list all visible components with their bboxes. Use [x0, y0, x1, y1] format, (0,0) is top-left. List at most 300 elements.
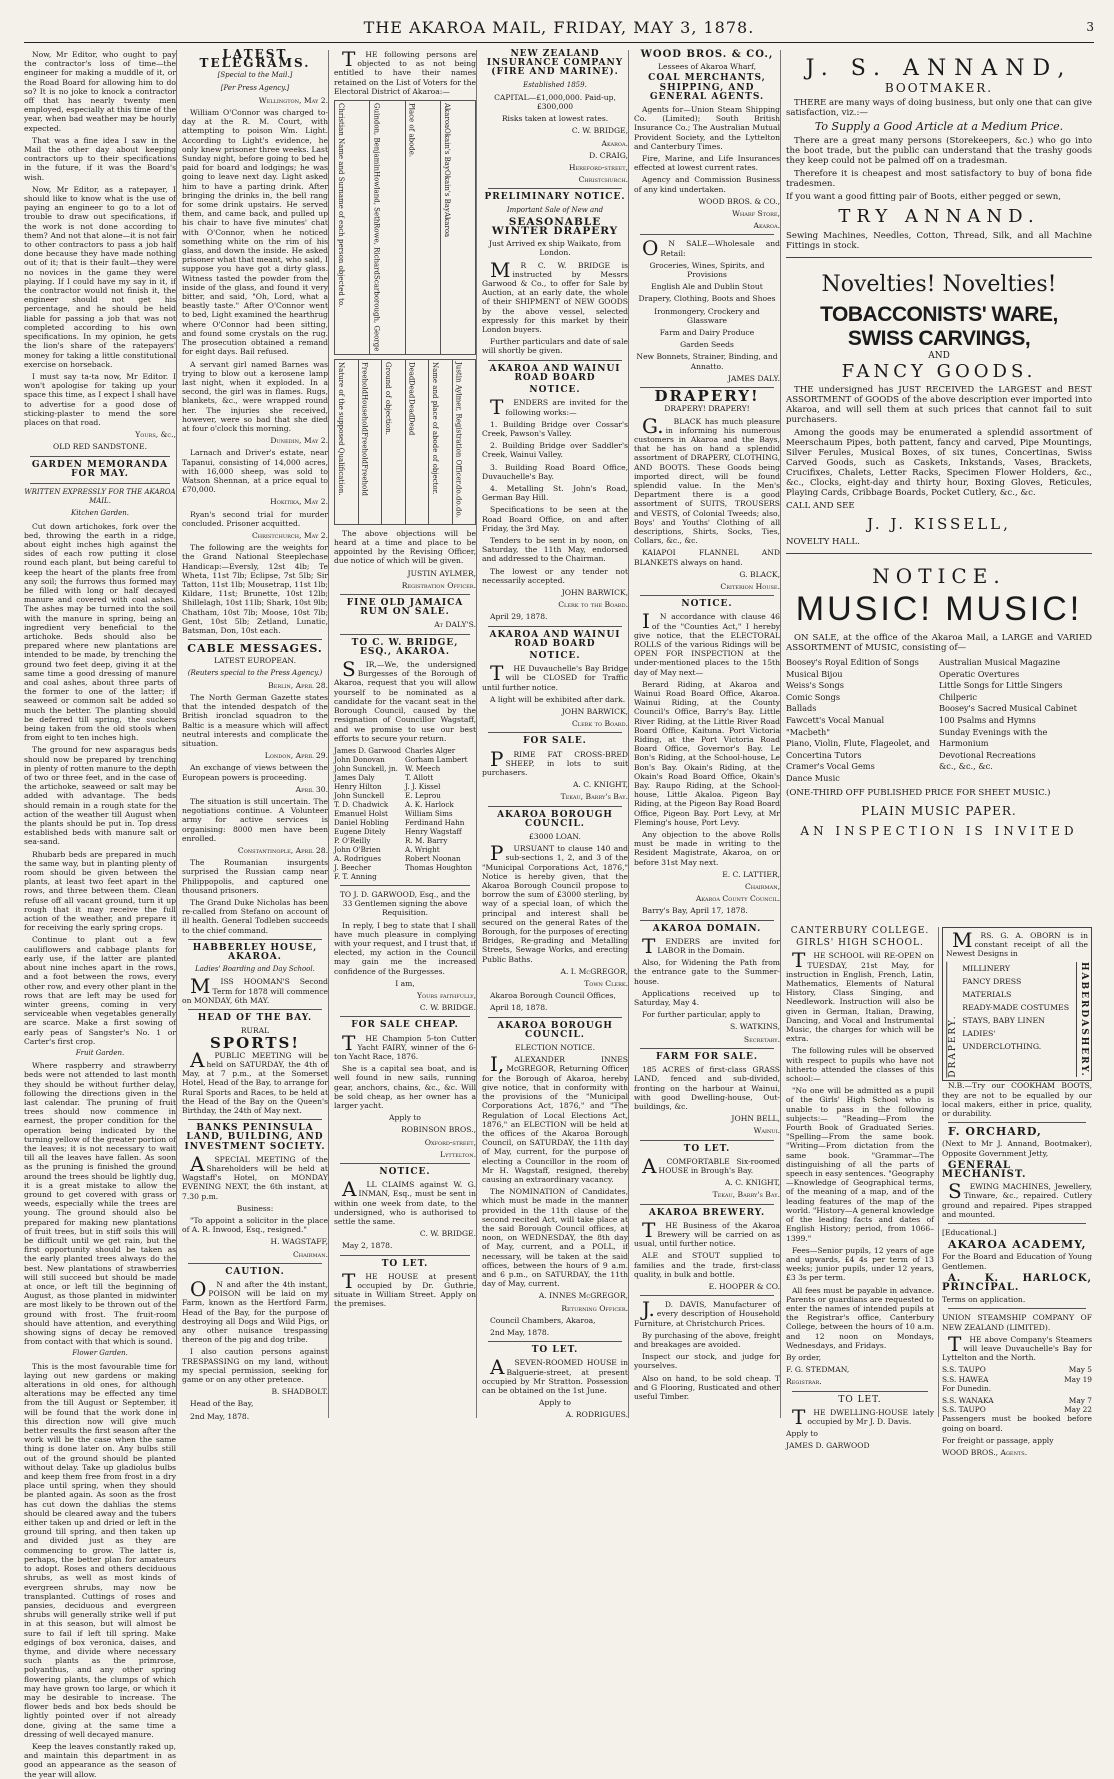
lower-left-column: [786, 926, 939, 1451]
music-item: Operatic Overtures: [939, 668, 1020, 679]
signature: C. W. BRIDGE.: [419, 1003, 476, 1013]
signer: Henry Hilton: [334, 781, 382, 791]
column-4: [482, 50, 629, 1418]
annand-trade: BOOTMAKER.: [884, 81, 994, 95]
academy-sub: For the Board and Education of Young Gentlemen.: [942, 1252, 1092, 1271]
ridings-list: Berard Riding, at Akaroa and Wainui Road Board Office, Akaroa. Wainui Riding, at the County Council's Office, Barry's Bay. Little River Riding, at the Little River Road Board Office, Kaituna. Port Victoria Riding, at the Port Victoria Road Board Office, Governor's Bay. Le Bon's Riding, at the School-house, Le Bon's Bay. Okain's Riding, at the Okain's Road Board Office, Okain's Bay. Raupo Riding, at the School-house, Little Akaloa. Pigeon Bay Riding, at the Pigeon Bay Road Board Office, Pigeon Bay. Port Levy, at Mr Fleming's house, Port Levy.: [634, 679, 780, 827]
signer: J. J. Kissel: [405, 781, 441, 791]
dateline: Dunedin, May 2.: [270, 436, 328, 446]
brewery-body: ALE and STOUT supplied to families and the trade, first-class quality, in bulk and bottle.: [634, 1251, 780, 1279]
academy-heading: AKAROA ACADEMY,: [948, 1238, 1087, 1252]
signature-address: Tekau, Barry's Bay.: [712, 1190, 780, 1200]
divider: [488, 188, 622, 189]
ship-row: [942, 1375, 1092, 1384]
voters-names-cell: [370, 101, 405, 355]
prelim-sub: Important Sale of New and: [506, 205, 604, 214]
drapery-vertical-label: DRAPERY.: [946, 962, 958, 1078]
tolet-heading: TO LET.: [381, 1258, 429, 1269]
signer: John Donovan: [334, 754, 385, 764]
notice-body: ALL CLAIMS against W. G. INMAN, Esq., must be sent in within one week from date, to the undersigned, who is authorised to settle the same.: [334, 1177, 476, 1226]
union-heading: UNION STEAMSHIP COMPANY OF NEW ZEALAND (LIMITED).: [942, 1313, 1092, 1332]
apply-label: Apply to: [539, 1398, 571, 1408]
divider: [488, 732, 622, 733]
music-item: Chilperic: [939, 691, 977, 702]
signature: A. I. McGREGOR,: [560, 966, 628, 976]
notice-date: Barry's Bay, April 17, 1878.: [642, 906, 748, 916]
forsale-heading: FOR SALE CHEAP.: [351, 1020, 459, 1031]
closing: Yours faithfully,: [417, 990, 476, 1000]
drapery-heading: DRAPERY!: [654, 387, 760, 406]
music-item: Devotional Recreations: [939, 749, 1036, 760]
notice-date: April 18, 1878.: [490, 1003, 548, 1013]
harlock-name: A. K. HARLOCK, PRINCIPAL.: [942, 1272, 1092, 1293]
signer: Thomas Houghton: [405, 862, 473, 872]
voter-objector: do.: [454, 506, 463, 518]
signature-address: Oxford-street,: [424, 1137, 476, 1147]
road-board-notice: NOTICE.: [529, 650, 581, 661]
special-note: [Special to the Mail.]: [217, 71, 293, 80]
divider: [340, 1163, 470, 1164]
tolet-heading: TO LET.: [683, 1143, 731, 1154]
telegrams-heading: LATEST TELEGRAMS.: [199, 47, 311, 71]
column-5: [634, 50, 781, 1418]
signature: JAMES D. GARWOOD: [786, 1441, 870, 1451]
voters-abode-cell: [440, 101, 475, 355]
voters-header: Nature of the supposed Qualification.: [337, 361, 346, 496]
signer: T. D. Chadwick: [334, 799, 389, 809]
signers: [334, 746, 476, 881]
music-item: "Macbeth": [786, 726, 831, 737]
signature-title: Clerk to the Board.: [558, 600, 628, 610]
tolet-body: THE HOUSE at present occupied by Dr. Guthrie, situate in William Street. Apply on the premises.: [334, 1268, 476, 1309]
voters-table: [334, 100, 476, 355]
fancy-goods-heading: FANCY GOODS.: [841, 361, 1037, 382]
divider: [948, 1223, 1086, 1224]
notice-date: 2nd May, 1878.: [490, 1327, 550, 1337]
divider: [488, 1341, 622, 1342]
risks: Risks taken at lowest rates.: [501, 114, 609, 124]
divider: [640, 1048, 774, 1049]
signature: ROBINSON BROS.,: [401, 1125, 476, 1135]
rolls-body: IN accordance with clause 46 of the "Counties Act," I hereby give notice, that the ELECTORAL ROLLS of the various Ridings will be OPEN FOR INSPECTION at the under-mentioned places to the 15th day of May next—: [634, 609, 780, 677]
voters-header: Christian Name and Surname of each person objected to.: [337, 103, 346, 308]
ship-row: [942, 1405, 1092, 1414]
divider: [488, 626, 622, 627]
advertisement-block: [786, 50, 1092, 844]
telegram-paragraph: Ryan's second trial for murder concluded. Prisoner acquitted.: [182, 509, 328, 528]
divider: [188, 939, 322, 940]
agents-body: Fire, Marine, and Life Insurances effected at lowest current rates.: [634, 154, 780, 173]
bridge-body: SIR,—We, the undersigned Burgesses of the Borough of Akaroa, request that you will allow yourself to be nominated as a candidate for the vacant seat in the Borough Council, caused by the resignation of Councillor Wagstaff, and we promise to use our best efforts to secure your return.: [334, 657, 476, 743]
signature: JOHN BARWICK,: [561, 587, 628, 597]
signer: James Daly: [334, 772, 375, 782]
masthead-title: THE AKAROA MAIL, FRIDAY, MAY 3, 1878.: [363, 18, 755, 37]
voters-header: Ground of objection.: [384, 361, 393, 435]
signature-date: 2nd May, 1878.: [190, 1411, 250, 1421]
press-note: [Per Press Agency.]: [220, 83, 290, 92]
reuters-note: (Reuters special to the Press Agency.): [187, 668, 323, 677]
davis-body: Also on hand, to be sold cheap. T and G Flooring, Rusticated and other useful Timber.: [634, 1373, 780, 1401]
letter-signature: OLD RED SANDSTONE.: [52, 442, 148, 452]
domain-body: For further particular, apply to: [642, 1010, 761, 1020]
banks-notice: ASPECIAL MEETING of the Shareholders will be held at Wagstaff's Hotel, on MONDAY EVENING NEXT, the 6th instant, at 7.30 p.m.: [182, 1151, 328, 1201]
voters-header: Place of abode.: [407, 103, 416, 158]
apply-label: Apply to: [786, 1429, 818, 1439]
tenders-body: The lowest or any tender not necessarily accepted.: [482, 566, 628, 585]
mechanist-heading: GENERAL MECHANIST.: [942, 1159, 1027, 1180]
election-heading: AKAROA BOROUGH COUNCIL.: [497, 1020, 613, 1040]
signer: Eugene Ditely: [334, 826, 386, 836]
tender-item: 3. Building Road Board Office, Duvauchelle's Bay.: [482, 462, 628, 481]
divider: [640, 1295, 774, 1296]
signature-address: Lyttelton.: [440, 1149, 476, 1159]
brewery-heading: AKAROA BREWERY.: [648, 1207, 766, 1218]
telegram-paragraph: William O'Connor was charged to-day at the R. M. Court, with attempting to poison Wm. Light. According to Light's evidence, he only knew prisoner three weeks. Last Sunday night, before going to bed he paid for board and lodgings; he was going to leave next day. Light asked him to have a parting drink. After bringing the drinks in, the bell rang for some drink upstairs. He served them, and came back, and pulled up his chair to have five minutes' chat with O'Connor, when he noticed something white on the rim of his glass, and down the inside. He asked prisoner what that meant, who said, I suppose you have got a dirty glass. Witness tasted the powder from the inside of the glass, and found it very bitter, and said, "Oh, Lord, what a beastly taste." After O'Connor went to bed, Light examined the hearthrug where O'Connor had been sitting, and found some crystals on the rug. The prosecution obtained a remand for eight days. Bail refused.: [182, 108, 328, 357]
signer: John Sunckell: [334, 790, 385, 800]
signature: JOHN BARWICK,: [561, 706, 628, 716]
music-item: Boosey's Royal Edition of Songs: [786, 657, 919, 667]
divider: [30, 483, 170, 484]
oborn-item: MILLINERY: [962, 963, 1010, 973]
borough-heading: AKAROA BOROUGH COUNCIL.: [497, 809, 613, 829]
signature-address: Christchurch.: [578, 175, 628, 185]
lower-right-column: [942, 927, 1092, 1457]
divider: [340, 594, 470, 595]
divider: [188, 639, 322, 640]
divider: [948, 1122, 1086, 1123]
cable-paragraph: An exchange of views between the European powers is proceeding.: [182, 763, 328, 782]
tolet-heading: TO LET.: [838, 1394, 882, 1405]
music-item: Dance Music: [786, 772, 840, 783]
signature-title: Returning Officer.: [561, 1303, 628, 1313]
business-label: Business:: [236, 1203, 274, 1213]
fruit-heading: Fruit Garden.: [75, 1048, 125, 1057]
signer: Gorham Lambert: [405, 754, 468, 764]
letter-paragraph: Now, Mr Editor, as a ratepayer, I should like to know what is the use of paying an engineer to go to a lot of trouble to draw out specifications, if the work is not done according to them? And not that alone—it is not fair to other contractors to pass a job half done because they have made nothing out of it; that is their fault—they were no novices in the game they were playing. If I could have my say in it, if the contractor would not finish it, the engineer should not get his percentage, and he should be held liable for passing a job that was not completed according to his own specifications. In my opinion, he gets the lion's share of the ratepayers' money for taking a little constitutional exercise on horseback.: [24, 184, 176, 369]
novelties-heading: Novelties! Novelties!: [821, 272, 1057, 297]
seasonable-heading: SEASONABLE WINTER DRAPERY: [491, 215, 619, 238]
oborn-item: LADIES' UNDERCLOTHING.: [962, 1028, 1042, 1051]
educational-label: [Educational.]: [942, 1227, 997, 1237]
letter-paragraph: I must say ta-ta now, Mr Editor. I won't apologise for taking up your space this time, as I expect I shall have to advertise for a good dose of sticking-plaster to mend the sore places on that road.: [24, 371, 176, 427]
annand-name: J. S. ANNAND,: [805, 56, 1073, 81]
school-subheading: Ladies' Boarding and Day School.: [195, 965, 315, 974]
oborn-item: FANCY DRESS MATERIALS: [962, 976, 1022, 999]
music-item: Cramer's Vocal Gems: [786, 761, 875, 772]
music-item: Weiss's Songs: [786, 680, 844, 691]
farm-body: 185 ACRES of first-class GRASS LAND, fenced and sub-divided, fronting on the harbour at Wainui, with good Dwelling-house, Out-buildings, &c.: [634, 1065, 780, 1111]
signer: Charles Alger: [405, 745, 456, 755]
signer: R. M. Barry: [405, 835, 448, 845]
coal-heading: COAL MERCHANTS, SHIPPING, AND GENERAL AGENTS.: [648, 73, 766, 102]
signature: JAMES DALY.: [727, 373, 780, 383]
voter-abode: Okain's Bay: [442, 170, 451, 213]
voter-ground: Dead: [407, 398, 416, 418]
divider: [640, 1204, 774, 1205]
music-item: Boosey's Sacred Musical Cabinet: [939, 703, 1077, 714]
dateline: Constantinople, April 28.: [237, 846, 328, 856]
voter-objector: do.: [454, 485, 463, 496]
signer: Henry Wagstaff: [405, 826, 462, 836]
garden-paragraph: Where raspberry and strawberry beds were not attended to last month they should be without further delay, following the directions given in the last calendar. The pruning of fruit trees should now commence in earnest, the proper condition for the operation being indicated by the turning yellow of the greater portion of the leaves; it is not necessary to wait till all the leaves have fallen. As soon as the pruning is finished the ground around the trees should be lightly dug, it is a great mistake to allow the ground to get covered with grass or weeds, especially while the trees are young. The ground should also be prepared for making new plantations of fruit trees, but in stiff soils this will be difficult until we get rain, but the first opportunity should be taken as the early planted trees always do the best. New plantations of strawberries will still succeed but should be made at once, or left till the beginning of August, as those planted in midwinter are most likely to be thrown out of the ground with frost. The fruit-room should have attention, and everything showing signs of decay be removed from contact with that which is sound.: [24, 1061, 176, 1347]
kissell-paragraph: THE undersigned has JUST RECEIVED the LARGEST and BEST ASSORTMENT of GOODS of the above description ever imported into Akaroa, and will sell them at such prices that cannot fail to suit purchasers.: [786, 385, 1092, 425]
meeting-notice: APUBLIC MEETING will be held on SATURDAY, the 4th of May, at 7 p.m., at the Somerset Hotel, Head of the Bay, to arrange for Rural Sports and Races, to be held at the Head of the Bay on the Queen's Birthday, the 24th of May next.: [182, 1047, 328, 1115]
signer: A. Wright: [405, 844, 440, 854]
signature-address: Wharf Store,: [732, 209, 780, 219]
signature-address: Criterion House.: [720, 581, 780, 591]
tolet-body: ACOMFORTABLE Six-roomed HOUSE in Brough's Bay.: [642, 1153, 780, 1178]
voter-abode: Akaroa: [442, 103, 451, 129]
school-rules: "No one will be admitted as a pupil of the Girls' High School who is unable to pass in the following subjects:— "Reading—From the Fourth Book of Graduated Series. "Spelling—From the same book. "Writing—From dictation from the same book. "Grammar—The distinguishing of all the parts of speech in easy sentences. "Geography—Knowledge of Geographical terms, of the meaning of a map, and of the leading features of the map of the world. "History—A general knowledge of the leading facts and dates of English History; period, from 1066–1399.": [786, 1086, 934, 1243]
cable-paragraph: The Grand Duke Nicholas has been re-called from Stefano on account of ill health. General Todleben succeeds to the chief command.: [182, 898, 328, 935]
sports-heading: SPORTS!: [210, 1033, 300, 1052]
rum-at: At DALY'S.: [434, 620, 476, 630]
loan-body: PURSUANT to clause 140 and sub-sections 1, 2, and 3 of the "Municipal Corporations Act, 1876," Notice is hereby given, that the Akaroa Borough Council propose to borrow the sum of £3000 sterling, by way of a special loan, of which the principal and interest shall be secured on the general Rates of the Borough, for the purposes of erecting Bridges, Re-grading and Metalling Streets, Sewage Works, and erecting Public Baths.: [482, 841, 628, 964]
annand-paragraph: Therefore it is cheapest and most satisfactory to buy of bona fide tradesmen.: [786, 169, 1092, 189]
cable-subheading: LATEST EUROPEAN.: [214, 656, 296, 666]
passengers-note: Passengers must be booked before going on board.: [942, 1414, 1092, 1433]
signer: W. Meech: [405, 763, 441, 773]
banks-heading: BANKS PENINSULA LAND, BUILDING, AND INVESTMENT SOCIETY.: [184, 1123, 326, 1152]
voter-abode: Akaroa: [442, 212, 451, 238]
wood-heading: WOOD BROS. & CO.,: [640, 49, 774, 60]
signature-title: Registration Officer.: [401, 580, 476, 590]
tender-item: 2. Building Bridge over Saddler's Creek, Wainui Valley.: [482, 441, 628, 460]
signature: E. HOOPER & CO.: [708, 1281, 780, 1291]
signature: E. C. LATTIER,: [722, 869, 780, 879]
signer: T. Allott: [405, 772, 434, 782]
forsale-body: She is a capital sea boat, and is well found in new sails, running gear, anchors, chains, &c., &c. Will be sold cheap, as her owner has a larger yacht.: [334, 1064, 476, 1110]
road-board-notice: NOTICE.: [529, 385, 581, 396]
voters-names-cell: [335, 101, 370, 355]
habberley-heading: HABBERLEY HOUSE, AKAROA.: [192, 942, 318, 963]
ship-name: S.S. WANAKA: [942, 1395, 994, 1405]
terms: Terms on application.: [942, 1295, 1026, 1305]
tolet-heading: TO LET.: [531, 1345, 579, 1356]
dwelling-body: THE DWELLING-HOUSE lately occupied by Mr J. D. Davis.: [792, 1404, 934, 1429]
ship-name: S.S. TAUPO: [942, 1405, 986, 1415]
domain-body: Also, for Widening the Path from the entrance gate to the Summer-house.: [634, 958, 780, 986]
music-item: 100 Psalms and Hymns: [939, 714, 1036, 725]
signature: A. RODRIGUES.: [565, 1410, 628, 1420]
sale-body: PRIME FAT CROSS-BRED SHEEP, in lots to suit purchasers.: [482, 746, 628, 777]
signature: B. SHADBOLT.: [271, 1387, 328, 1397]
hooman-notice: MISS HOOMAN'S Second Term for 1878 will commence on MONDAY, 6th MAY.: [182, 974, 328, 1005]
prelim-body: Further particulars and date of sale will shortly be given.: [482, 337, 628, 356]
election-body: I,ALEXANDER INNES McGREGOR, Returning Officer for the Borough of Akaroa, hereby give notice, that in conformity with the provisions of the "Municipal Corporations Act, 1876," and "The Regulation of Local Elections Act, 1876," an ELECTION will be held at the offices of the Akaroa Borough Council, on SATURDAY, the 11th day of May, current, for the purpose of electing a Councillor in the room of Mr H. Wagstaff, resigned, thereby causing an extraordinary vacancy.: [482, 1052, 628, 1184]
one-third-off: (ONE-THIRD OFF PUBLISHED PRICE FOR SHEET MUSIC.): [786, 787, 1051, 798]
music-heading: MUSIC! MUSIC!: [795, 590, 1083, 628]
domain-body: Applications received up to Saturday, May 4.: [634, 988, 780, 1008]
garden-paragraph: The ground for new asparagus beds should now be prepared by trenching in plenty of rotten manure to the depth of two or three feet, and in the case of the artichoke, seaweed or salt may be added with advantage. The beds should remain in a rough state for the action of the weather till August when the plants should be put in. Top dress established beds with manure salt or sea-sand.: [24, 745, 176, 847]
garden-paragraph: Cut down artichokes, fork over the bed, throwing the earth in a ridge, about eight inches high against the sides of each row putting it close round each plant, but being careful to keep the heart of the plants free from any soil; the furrows thus formed may be filled with long or half decayed manure and covered with coal ashes. The ashes may be turned into the soil with the manure in spring, being an ingredient very beneficial to the artichoke. Beds should also be prepared where new plantations are intended to be made, by trenching the ground two feet deep, giving it at the same time a good dressing of manure and coal ashes, about three parts of the former to one of the latter; if seaweed or common salt be added so much the better. The planting should be deferred till spring, the suckers being taken from the old stools when from eight to ten inches high.: [24, 521, 176, 743]
ship-name: S.S. HAWEA: [942, 1374, 989, 1384]
prelim-heading: PRELIMINARY NOTICE.: [484, 192, 626, 203]
garden-paragraph: Continue to plant out a few cauliflowers and cabbage plants for early use, if the latter are planted about nine inches apart in the rows, and a foot between the rows, every other row, and every other plant in the rows that are left may be used for winter greens, coming in very serviceable when vegetables generally are scarce. Make a first sowing of early peas of Sangster's No. 1 or Carter's first crop.: [24, 935, 176, 1046]
signature-address: Council Chambers, Akaroa,: [490, 1315, 596, 1325]
annand-paragraph: If you want a good fitting pair of Boots, either pegged or sewn,: [786, 192, 1061, 202]
forsale-body: THE Champion 5-ton Cutter Yacht FAIRY, winner of the 6-ton Yacht Race, 1876.: [334, 1030, 476, 1061]
and-label: AND: [928, 351, 950, 361]
garden-paragraph: Rhubarb beds are prepared in much the same way, but in planting plenty of room should be given between the plants, at least two feet apart in the rows, and three between them. Clean refuse off all vacant ground, turn it up rough that it may receive the full action of the weather, and prepare it for receiving the early spring crops.: [24, 849, 176, 933]
music-list: [786, 657, 1092, 785]
page-number: 3: [1086, 20, 1094, 34]
divider: [188, 1009, 322, 1010]
signature-address: Tekau, Barry's Bay.: [560, 792, 628, 802]
caution-body: ON and after the 4th instant, POISON will be laid on my Farm, known as the Hertford Farm, Head of the Bay, for the purpose of destroying all Dogs and Wild Pigs, or any other nuisance trespassing thereon of the pig and dog tribe.: [182, 1276, 328, 1345]
ship-date: May 5: [1068, 1365, 1092, 1375]
for-dunedin: For Dunedin.: [942, 1383, 992, 1393]
lower-advertisements: [786, 926, 1092, 1457]
signers-left: [334, 746, 405, 881]
signature: JUSTIN AYLMER,: [407, 568, 476, 578]
signer: J. Beecher: [334, 862, 372, 872]
telegram-paragraph: A servant girl named Barnes was trying to blow out a kerosene lamp last night, when it exploded. In a second, the girl was in flames. Rugs, blankets, &c., were wrapped round her. The injuries she received, however, were so bad that she died at four o'clock this morning.: [182, 359, 328, 433]
caution-heading: CAUTION.: [225, 1266, 285, 1277]
signature-address: Wainui.: [753, 1126, 780, 1136]
garden-paragraph: This is the most favourable time for laying out new gardens or making alterations in old ones, for although alterations may be effected any time from the till August or September, it will be found that the work done in this direction now will give much better results the first season after the work will be the case when the same thing is done later on. Any bulbs still out of the ground should be planted without delay. Take up gladiolus bulbs and keep them free from frost in a dry place until spring, when they should be planted again. As soon as the frost has cut down the dahlias the stems should be cleared away and the tubers either taken up and dried or left in the ground till spring, and then taken up and divided just as they are commencing to grow. The latter is, perhaps, the better plan for amateurs to adopt. Roses and others deciduous shrubs, as well as most kinds of evergreen shrubs, may now be transplanted. Cuttings of roses and pansies, deciduous and evergreen shrubs will generally strike well if put in at this season, but will almost be sure to fail if left till spring. Make edgings of box veronica, daises, and thyme, and divide where necessary such plants as the primrose, polyanthus, and any other spring flowering plants, the clumps of which may have grown too large, or which it may be desirable to increase. The flower beds and box beds should be lightly pointed over if not already done, giving at the same time a dressing of well decayed manure.: [24, 1361, 176, 1739]
oborn-item: STAYS, BABY LINEN: [962, 1015, 1045, 1025]
music-notice-heading: NOTICE.: [872, 564, 1006, 588]
signature: A. C. KNIGHT,: [724, 1178, 780, 1188]
signer: E. Leprou: [405, 790, 441, 800]
divider: [640, 920, 774, 921]
cable-paragraph: The Roumanian insurgents surprised the Russian camp near Philippopolis, and captured one thousand prisoners.: [182, 858, 328, 895]
ship-schedule: [942, 1365, 1092, 1414]
divider: [488, 1017, 622, 1018]
music-list-right: [939, 657, 1092, 785]
signature: S. WATKINS,: [730, 1022, 780, 1032]
divider: [640, 234, 774, 235]
orchard-name: F. ORCHARD,: [948, 1125, 1042, 1139]
signer: A. K. Harlock: [405, 799, 454, 809]
voter-objector: Justin Aylmer, Registration Officer.: [454, 361, 463, 486]
ship-name: S.S. TAUPO: [942, 1365, 986, 1375]
haberdashery-vertical-label: HABERDASHERY.: [1076, 962, 1088, 1078]
dateline: Christchurch, May 2.: [252, 530, 328, 540]
tolet-body: ASEVEN-ROOMED HOUSE in Balguerie-street, at present occupied by Mr Stratton. Possession can be obtained on the 1st June.: [482, 1355, 628, 1395]
signature-title: Town Clerk.: [584, 979, 628, 989]
voter-ground: Dead: [407, 417, 416, 436]
prelim-body: MR C. W. BRIDGE is instructed by Messrs Garwood & Co., to offer for Sale by Auction, at an early date, the whole of their SHIPMENT of NEW GOODS by the above vessel, selected expressly for this market by their London buyers.: [482, 257, 628, 335]
signature: WOOD BROS. & CO.,: [698, 196, 780, 206]
divider: [488, 806, 622, 807]
music-item: Australian Musical Magazine: [939, 657, 1061, 667]
orchard-address: (Next to Mr J. Annand, Bootmaker), Opposite Government Jetty,: [942, 1139, 1092, 1158]
bridge-closed-body: THE Duvauchelle's Bay Bridge will be CLOSED for Traffic until further notice.: [482, 661, 628, 692]
signer: P. O'Reilly: [334, 835, 371, 845]
voter-abode: Okain's Bay: [442, 128, 451, 171]
ship-row: [942, 1396, 1092, 1405]
telegram-paragraph: The following are the weights for the Grand National Steeplechase Handicap:—Eversly, 12st 4lb; Te Wheta, 11st 7lb; Eclipse, 7st 5lb; Sir Tatton, 11st 1lb; Mousetrap, 11st 1lb; Kildare, 11st; Brunette, 10st 12lb; Shillelagh, 10st 11lb; Shark, 10st 9lb; Chatham, 10st 7lb; Moose, 10st 7lb; Gent, 10st 5lb; Zetland, Lunatic, Batsman, Don, 10st each.: [182, 543, 328, 635]
divider: [340, 1255, 470, 1256]
oborn-item: READY-MADE COSTUMES: [962, 1002, 1070, 1012]
call-and-see: CALL AND SEE: [786, 501, 855, 511]
garden-paragraph: Keep the leaves constantly raked up, and maintain this department in as good an appearance as the season of the year will allow.: [24, 1741, 176, 1779]
music-item: Fawcett's Vocal Manual: [786, 714, 885, 725]
tenders-body: TENDERS are invited for the following works:—: [490, 395, 628, 420]
school-body: THE SCHOOL will RE-OPEN on TUESDAY, 21st May, for instruction in English, French, Latin, Mathematics, Elements of Natural History, Class Singing, and Needlework. Instruction will also be given in German, Italian, Drawing, Dancing, and Vocal and Instrumental Music, the charges for which will be extra.: [786, 948, 934, 1044]
voters-ground-cell: [382, 359, 406, 524]
tenders-body: Specifications to be seen at the Road Board Office, on and after Friday, the 3rd May.: [482, 505, 628, 533]
school-body: The following rules will be observed with respect to pupils who have not hitherto attended the classes of this school:—: [786, 1046, 934, 1084]
signature-title: Chairman,: [744, 882, 780, 892]
music-list-left: [786, 657, 939, 785]
masthead: [24, 8, 1094, 43]
signature-title: Registrar.: [786, 1377, 822, 1387]
apply-label: Apply to: [389, 1113, 421, 1123]
domain-body: TENDERS are invited for LABOR in the Domain.: [642, 933, 780, 958]
oborn-paragraph: MRS. G. A. OBORN is in constant receipt of all the Newest Designs in: [946, 928, 1088, 959]
garwood-body: In reply, I beg to state that I shall have much pleasure in complying with your request, and I trust that, if elected, my action in the Council may gain me the increased confidence of the Burgesses.: [334, 920, 476, 976]
signer: Ferdinand Hahn: [405, 817, 465, 827]
nz-insurance-heading: NEW ZEALAND INSURANCE COMPANY (FIRE AND MARINE).: [486, 49, 624, 78]
voters-objector-cell: [452, 359, 476, 524]
voters-objector-cell: [429, 359, 453, 524]
divider: [640, 1140, 774, 1141]
divider: [786, 257, 1092, 258]
wood-sub: Lessees of Akaroa Wharf,: [658, 62, 756, 72]
music-item: Musical Bijou: [786, 668, 843, 679]
divider: [340, 1016, 470, 1017]
signature-title: Chairman.: [292, 1249, 328, 1259]
signature: H. WAGSTAFF,: [270, 1237, 328, 1247]
capital: CAPITAL—£1,000,000. Paid-up, £300,000: [494, 92, 616, 112]
voters-abode-cell: [405, 101, 440, 355]
rolls-body: Any objection to the above Rolls must be made in writing to the Resident Magistrate, Akaroa, on or before 31st May next.: [634, 830, 780, 867]
oborn-items: [962, 962, 1072, 1078]
signer: A. Rodrigues: [334, 853, 382, 863]
voter-qual: Freehold: [360, 431, 369, 464]
by-order: By order,: [786, 1352, 822, 1362]
signature-address: Head of the Bay,: [190, 1399, 254, 1409]
signature-title: Akaroa County Council.: [695, 894, 780, 904]
voter-qual: Household: [360, 393, 369, 432]
divider: [188, 1263, 322, 1264]
freight-note: For freight or passage, apply: [942, 1435, 1054, 1445]
dateline: Wellington, May 2.: [258, 95, 328, 105]
voter-qual: Freehold: [360, 361, 369, 394]
sale-heading: FOR SALE.: [523, 736, 587, 747]
signature: G. BLACK,: [739, 569, 780, 579]
voters-table-2: [334, 359, 476, 525]
bridge-heading: TO C. W. BRIDGE, ESQ., AKAROA.: [351, 637, 459, 657]
kissell-name: J. J. KISSELL,: [867, 515, 1011, 533]
loan-label: £3000 LOAN.: [529, 832, 581, 842]
ship-date: May 19: [1064, 1374, 1092, 1384]
music-item: Comic Songs: [786, 691, 841, 702]
road-board-heading: AKAROA AND WAINUI ROAD BOARD: [489, 629, 621, 649]
bridge-closed-body: A light will be exhibited after dark.: [490, 694, 626, 704]
union-body: THE above Company's Steamers will leave Duvauchelle's Bay for Lyttelton and the North.: [942, 1331, 1092, 1363]
voters-close: The above objections will be heard at a time and place to be appointed by the Revising Officer, due notice of which will be given.: [334, 528, 476, 566]
oborn-items-box: [946, 962, 1088, 1078]
annand-paragraph: There are a great many persons (Storekeepers, &c.) who go into the boot trade, but the public can understand that the trashy goods they keep could not be palmed off on a tradesman.: [786, 136, 1092, 166]
college-heading: CANTERBURY COLLEGE.: [790, 926, 930, 936]
goods-item: Groceries, Wines, Spirits, and Provisions: [649, 260, 765, 280]
voter-objector: do.: [454, 496, 463, 507]
voters-header: Name and place of abode of objector.: [431, 361, 440, 495]
signature: A. INNES McGREGOR,: [538, 1291, 628, 1301]
divider: [786, 553, 1092, 554]
signature: C. W. BRIDGE,: [571, 126, 628, 136]
garden-subheading: WRITTEN EXPRESSLY FOR THE AKAROA MAIL.: [24, 487, 176, 506]
voter-ground: Dead: [407, 361, 416, 381]
signer: James D. Garwood: [334, 745, 402, 755]
voters-intro: THE following persons are objected to as not being entitled to have their names retained on the List of Voters for the Electoral District of Akaroa:—: [334, 47, 476, 96]
music-paragraph: ON SALE, at the office of the Akaroa Mail, a LARGE and VARIED ASSORTMENT of MUSIC, consisting of—: [786, 633, 1092, 653]
divider: [948, 1308, 1086, 1309]
